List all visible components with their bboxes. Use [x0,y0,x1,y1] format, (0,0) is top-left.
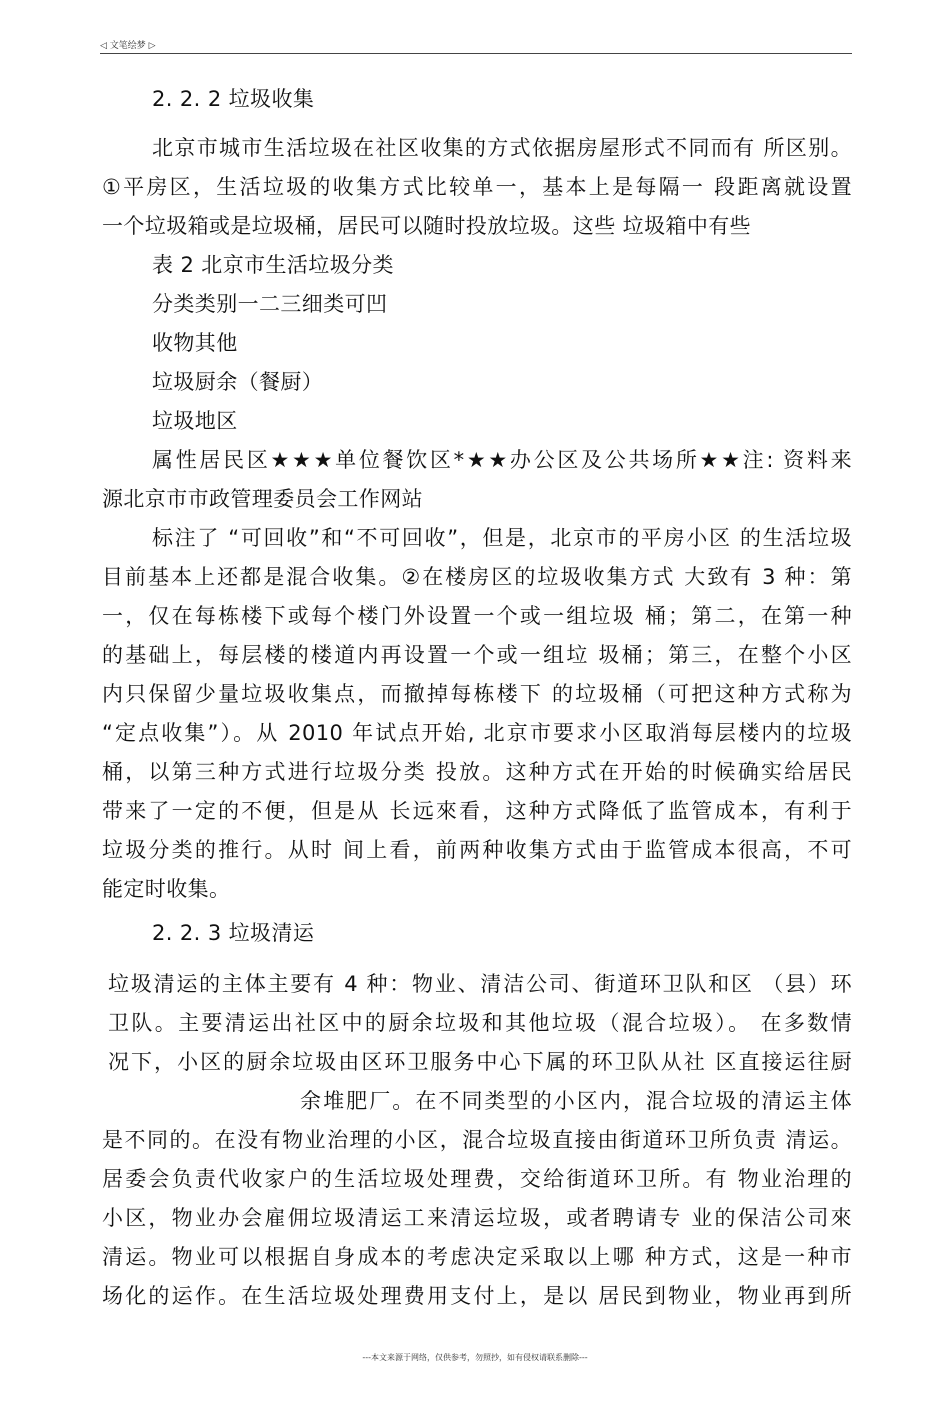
paragraph-line: 带来了一定的不便，但是从 长远來看，这种方式降低了监管成本，有利于 [102,799,852,823]
paragraph-line: 垃圾分类的推行。从时 间上看，前两种收集方式由于监管成本很高，不可 [102,838,852,862]
paragraph-line: 清运。物业可以根据自身成本的考虑决定采取以上哪 种方式，这是一种市 [102,1245,852,1269]
header-divider [100,53,852,54]
paragraph-line: 桶，以第三种方式进行垃圾分类 投放。这种方式在开始的时候确实给居民 [102,760,852,784]
table-text: 收物其他 [152,331,238,355]
paragraph-line: 况下，小区的厨余垃圾由区环卫服务中心下属的环卫队从社 区直接运往厨 [108,1050,852,1074]
section-heading: 2. 2. 3 垃圾清运 [152,921,315,945]
page-header: ◁ 文笔绘梦 ▷ [100,41,156,51]
paragraph-line: 的基础上，每层楼的楼道内再设置一个或一组垃 圾桶；第三，在整个小区 [102,643,852,667]
paragraph-line: 北京市城市生活垃圾在社区收集的方式依据房屋形式不同而有 所区别。 [152,136,852,160]
table-text: 属性居民区★★★单位餐饮区*★★办公区及公共场所★★注: 资料来 [152,448,852,472]
paragraph-line: 能定时收集。 [102,877,231,901]
paragraph-line: 垃圾清运的主体主要有 4 种：物业、清洁公司、街道环卫队和区 （县）环 [108,972,852,996]
paragraph-line: 场化的运作。在生活垃圾处理费用支付上，是以 居民到物业，物业再到所 [102,1284,852,1308]
paragraph-line: 目前基本上还都是混合收集。②在楼房区的垃圾收集方式 大致有 3 种：第 [102,565,852,589]
paragraph-line: 是不同的。在没有物业治理的小区，混合垃圾直接由街道环卫所负责 清运。 [102,1128,852,1152]
paragraph-line: 小区，物业办会雇佣垃圾清运工来清运垃圾，或者聘请专 业的保洁公司來 [102,1206,852,1230]
paragraph-line: 一个垃圾箱或是垃圾桶，居民可以随时投放垃圾。这些 垃圾箱中有些 [102,214,752,238]
paragraph-line: 居委会负责代收家户的生活垃圾处理费，交给街道环卫所。有 物业治理的 [102,1167,852,1191]
paragraph-line: 余堆肥厂。在不同类型的小区内，混合垃圾的清运主体 [300,1089,852,1113]
table-text: 垃圾厨余（餐厨） [152,370,324,394]
paragraph-line: “定点收集”）。从 2010 年试点开始, 北京市要求小区取消每层楼内的垃圾 [102,721,852,745]
paragraph-line: 内只保留少量垃圾收集点，而撤掉每栋楼下 的垃圾桶（可把这种方式称为 [102,682,852,706]
page-footer: ---本文来源于网络，仅供参考，勿照抄，如有侵权请联系删除--- [362,1353,588,1362]
table-text: 垃圾地区 [152,409,238,433]
table-text: 分类类别一二三细类可凹 [152,292,388,316]
table-source: 源北京市市政管理委员会工作网站 [102,487,423,511]
paragraph-line: 标注了 “可回收”和“不可回收”，但是，北京市的平房小区 的生活垃圾 [152,526,852,550]
section-heading: 2. 2. 2 垃圾收集 [152,87,315,111]
table-caption: 表 2 北京市生活垃圾分类 [152,253,394,277]
paragraph-line: 一，仅在每栋楼下或每个楼门外设置一个或一组垃圾 桶；第二，在第一种 [102,604,852,628]
paragraph-line: 卫队。主要清运出社区中的厨余垃圾和其他垃圾（混合垃圾）。 在多数情 [108,1011,852,1035]
paragraph-line: ①平房区，生活垃圾的收集方式比较单一，基本上是每隔一 段距离就设置 [102,175,852,199]
